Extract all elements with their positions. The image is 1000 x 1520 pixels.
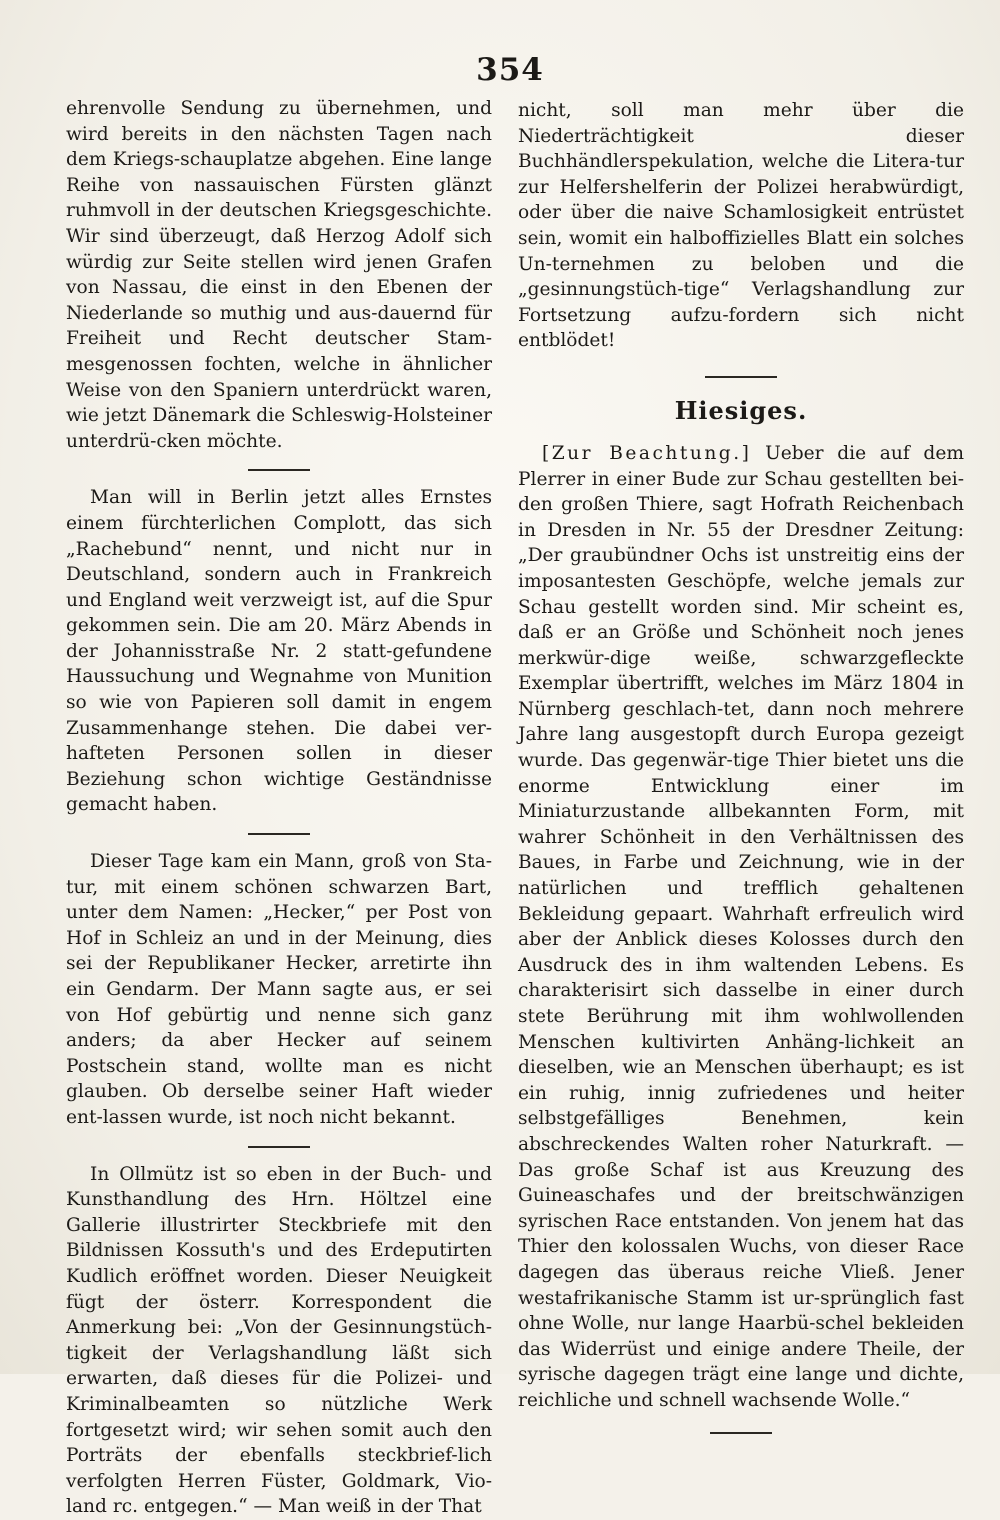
section-separator xyxy=(705,376,777,378)
article-ollmuetz-paragraph: In Ollmütz ist so eben in der Buch- und Kunsthandlung des Hrn. Höltzel eine Gallerie illustrirter Steckbriefe mit den Bildnissen Kossuth's und des Erdeputirten Kudlich eröffnet worden. Dieser Neuigkeit fügt der österr. Korrespondent die Anmerkung bei: „Von der Gesinnungstüch-tigkeit der Verlagshandlung läßt sich erwarten, daß dieses für die Polizei- und Kriminalbeamten so nützliche Werk fortgesetzt wird; wir sehen somit auch den Porträts der ebenfalls steckbrief-lich verfolgten Herren Füster, Goldmark, Vio-land rc. entgegen.“ — Man weiß in der That xyxy=(66,1163,492,1518)
right-column xyxy=(518,98,964,1448)
left-column xyxy=(66,96,492,1520)
article-animals-paragraph xyxy=(518,441,964,1414)
article-ollmuetz-continuation: nicht, soll man mehr über die Niederträchtigkeit dieser Buchhändlerspekulation, welche die Litera-tur zur Helfershelferin der Polizei herabwürdigt, oder über die naive Schamlosigkeit entrüstet sein, womit ein halboffizielles Blatt ein solches Un-ternehmen zu beloben und die „gesinnungstüch-tige“ Verlagshandlung zur Fortsetzung aufzu-fordern sich nicht entblödet! xyxy=(518,100,964,352)
article-animals-label: [Zur Beachtung.] xyxy=(542,442,752,464)
article-berlin-paragraph: Man will in Berlin jetzt alles Ernstes einem fürchterlichen Complott, das sich „Rachebund“ nennt, und nicht nur in Deutschland, sondern auch in Frankreich und England weit verzweigt ist, auf die Spur gekommen sein. Die am 20. März Abends in der Johannisstraße Nr. 2 statt-gefundene Haussuchung und Wegnahme von Munition so wie von Papieren soll damit in engem Zusammenhange stehen. Die dabei ver-hafteten Personen sollen in dieser Beziehung schon wichtige Geständnisse gemacht haben. xyxy=(66,487,492,816)
article-separator xyxy=(248,469,310,471)
article-nassau-paragraph: ehrenvolle Sendung zu übernehmen, und wird bereits in den nächsten Tagen nach dem Kriegs-schauplatze abgehen. Eine lange Reihe von nassauischen Fürsten glänzt ruhmvoll in der deutschen Kriegsgeschichte. Wir sind überzeugt, daß Herzog Adolf sich würdig zur Seite stellen wird jenen Grafen von Nassau, die einst in den Ebenen der Niederlande so muthig und aus-dauernd für Freiheit und Recht deutscher Stam-mesgenossen fochten, welche in ähnlicher Weise von den Spaniern unterdrückt waren, wie jetzt Dänemark die Schleswig-Holsteiner unterdrü-cken möchte. xyxy=(66,98,492,452)
article-animals-text: Ueber die auf dem Plerrer in einer Bude zur Schau gestellten bei-den großen Thiere, sagt Hofrath Reichenbach in Dresden in Nr. 55 der Dresdner Zeitung: „Der graubündner Ochs ist unstreitig eins der imposantesten Geschöpfe, welche jemals zur Schau gestellt worden sind. Mir scheint es, daß er an Größe und Schönheit noch jenes merkwür-dige weiße, schwarzgefleckte Exemplar übertrifft, welches im März 1804 in Nürnberg geschlach-tet, dann noch mehrere Jahre lang ausgestopft durch Europa gezeigt wurde. Das gegenwär-tige Thier bietet uns die enorme Entwicklung einer im Miniaturzustande allbekannten Form, mit wahrer Schönheit in den Verhältnissen des Baues, in Farbe und Zeichnung, wie in der natürlichen und trefflich gehaltenen Bekleidung gepaart. Wahrhaft erfreulich wird aber der Anblick dieses Kolosses durch den Ausdruck des in ihm waltenden Lebens. Es charakterisirt sich dasselbe in einer durch stete Berührung mit ihm wohlwollenden Menschen kultivirten Anhäng-lichkeit an dieselben, wie an Menschen überhaupt; es ist ein ruhig, innig zufriedenes und heiter selbstgefälliges Benehmen, kein abschreckendes Walten roher Naturkraft. — Das große Schaf ist aus Kreuzung des Guineaschafes und der breitschwänzigen syrischen Race entstanden. Von jenem hat das Thier den kolossalen Wuchs, von dieser Race dagegen das überaus reiche Vließ. Jener westafrikanische Stamm ist ur-sprünglich fast ohne Wolle, nur lange Haarbü-schel bekleiden das Widerrüst und einige andere Theile, der syrische dagegen trägt eine lange und dichte, reichliche und schnell wachsende Wolle.“ xyxy=(518,442,964,1411)
article-separator xyxy=(248,1146,310,1148)
article-end-separator xyxy=(710,1432,772,1434)
article-separator xyxy=(248,833,310,835)
page-number: 354 xyxy=(476,52,544,88)
section-heading-local: Hiesiges. xyxy=(674,395,808,425)
article-hecker-paragraph: Dieser Tage kam ein Mann, groß von Sta-tur, mit einem schönen schwarzen Bart, unter dem Namen: „Hecker,“ per Post von Hof in Schleiz an und in der Meinung, dies sei der Republikaner Hecker, arretirte ihn ein Gendarm. Der Mann sagte aus, er sei von Hof gebürtig und nenne sich ganz anders; da aber Hecker auf seinem Postschein stand, wollte man es nicht glauben. Ob derselbe seiner Haft wieder ent-lassen wurde, ist noch nicht bekannt. xyxy=(66,851,492,1128)
